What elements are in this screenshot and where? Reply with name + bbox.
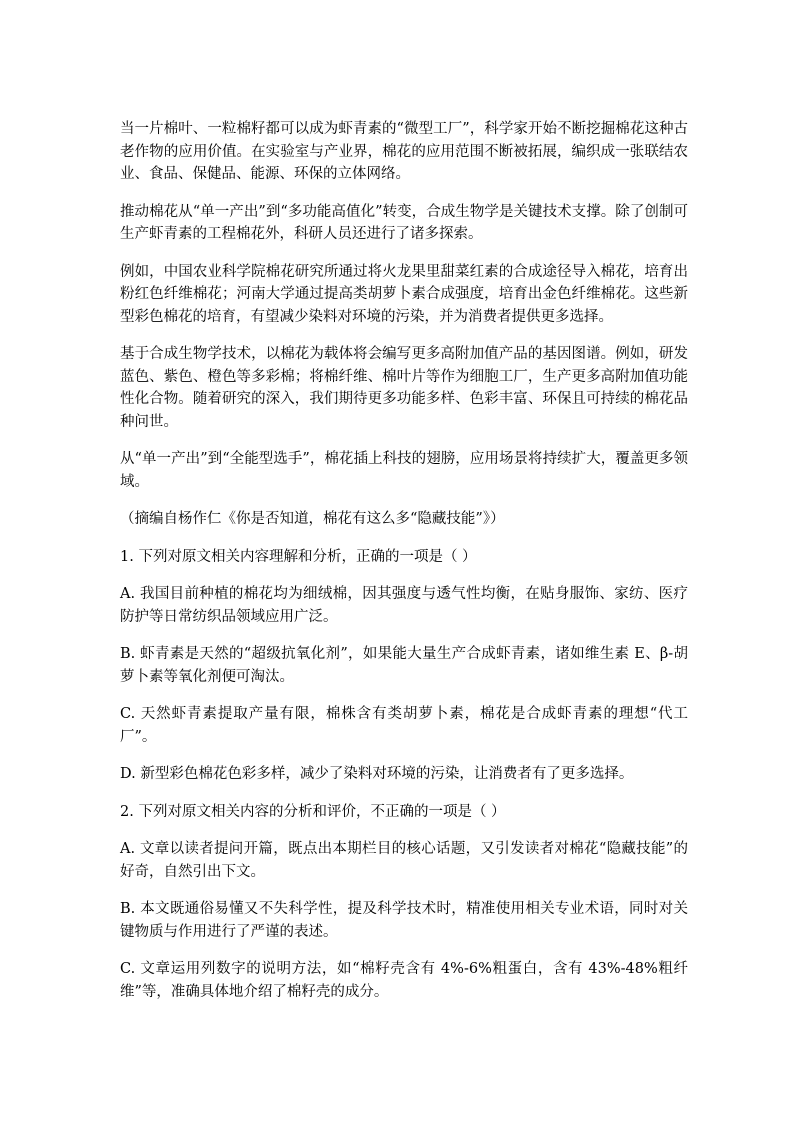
document-page — [120, 118, 688, 1018]
question-1-option-b: B. 虾青素是天然的“超级抗氧化剂”，如果能大量生产合成虾青素，诸如维生素 E、β-胡萝卜素等氧化剂便可淘汰。 — [120, 646, 688, 685]
question-1-option-d: D. 新型彩色棉花色彩多样，减少了染料对环境的污染，让消费者有了更多选择。 — [120, 766, 634, 782]
paragraph-conclusion: 从“单一产出”到“全能型选手”，棉花插上科技的翅膀，应用场景将持续扩大，覆盖更多领域。 — [120, 451, 688, 490]
question-2-option-a: A. 文章以读者提问开篇，既点出本期栏目的核心话题，又引发读者对棉花“隐藏技能”的好奇，自然引出下文。 — [120, 841, 688, 880]
question-1: 1. 下列对原文相关内容理解和分析，正确的一项是（ ） — [120, 548, 477, 565]
paragraph-gene-map: 基于合成生物学技术，以棉花为载体将会编写更多高附加值产品的基因图谱。例如，研发蓝色、紫色、橙色等多彩棉；将棉纤维、棉叶片等作为细胞工厂，生产更多高附加值功能性化合物。随着研究的深入，我们期待更多功能多样、色彩丰富、环保且可持续的棉花品种问世。 — [120, 346, 688, 430]
paragraph-synthetic-biology: 推动棉花从“单一产出”到“多功能高值化”转变，合成生物学是关键技术支撑。除了创制可生产虾青素的工程棉花外，科研人员还进行了诸多探索。 — [120, 203, 688, 242]
question-1-option-c: C. 天然虾青素提取产量有限，棉株含有类胡萝卜素，棉花是合成虾青素的理想“代工厂”。 — [120, 706, 688, 745]
question-2-option-b: B. 本文既通俗易懂又不失科学性，提及科学技术时，精准使用相关专业术语，同时对关键物质与作用进行了严谨的表述。 — [120, 901, 688, 940]
question-2-option-c: C. 文章运用列数字的说明方法，如“棉籽壳含有 4%-6%粗蛋白，含有 43%-48%粗纤维”等，准确具体地介绍了棉籽壳的成分。 — [120, 961, 688, 1000]
paragraph-intro: 当一片棉叶、一粒棉籽都可以成为虾青素的“微型工厂”，科学家开始不断挖掘棉花这种古老作物的应用价值。在实验室与产业界，棉花的应用范围不断被拓展，编织成一张联结农业、食品、保健品、能源、环保的立体网络。 — [120, 121, 688, 182]
question-1-option-a: A. 我国目前种植的棉花均为细绒棉，因其强度与透气性均衡，在贴身服饰、家纺、医疗防护等日常纺织品领域应用广泛。 — [120, 586, 688, 625]
question-2: 2. 下列对原文相关内容的分析和评价，不正确的一项是（ ） — [120, 803, 506, 820]
source-citation: （摘编自杨作仁《你是否知道，棉花有这么多“隐藏技能”》） — [120, 511, 505, 527]
paragraph-colored-cotton: 例如，中国农业科学院棉花研究所通过将火龙果里甜菜红素的合成途径导入棉花，培育出粉红色纤维棉花；河南大学通过提高类胡萝卜素合成强度，培育出金色纤维棉花。这些新型彩色棉花的培育，有望减少染料对环境的污染，并为消费者提供更多选择。 — [120, 263, 688, 325]
